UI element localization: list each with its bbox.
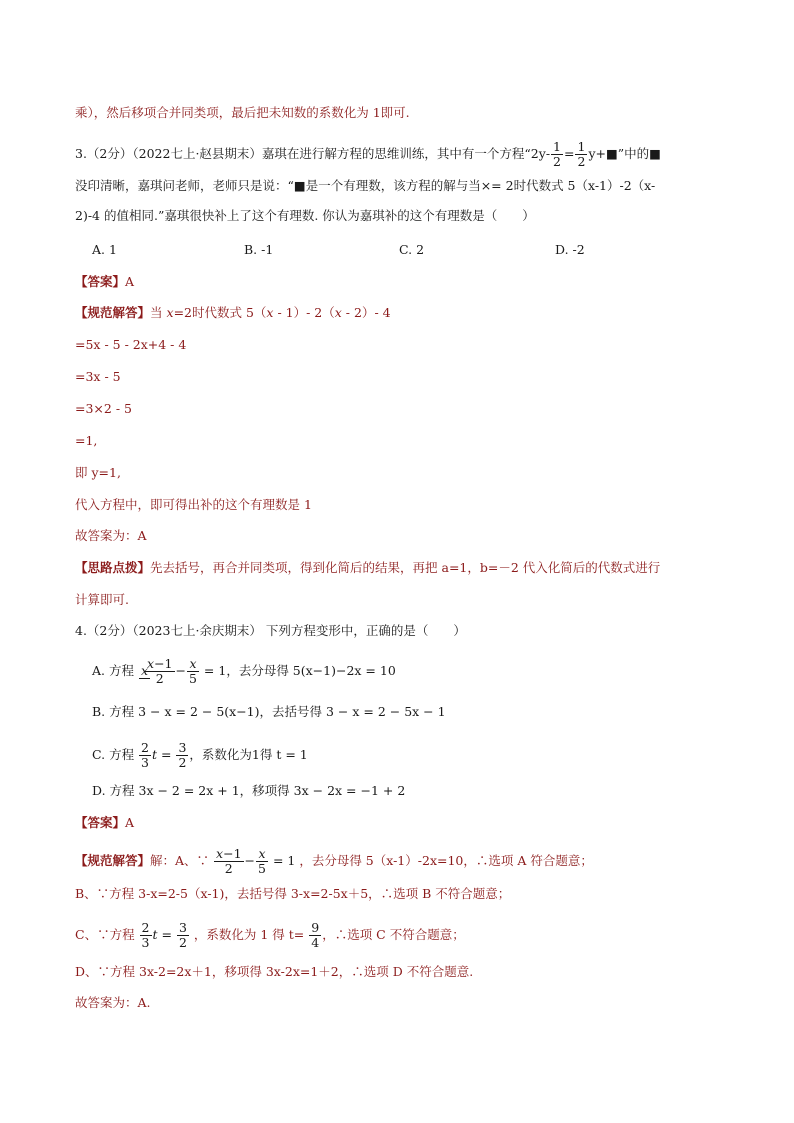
solution-tag: 【规范解答】 bbox=[75, 853, 151, 868]
q4-option-d[interactable]: D. 方程 3x − 2 = 2x + 1，移项得 3x − 2x = −1 + 2 bbox=[92, 783, 406, 798]
q3-answer-row bbox=[75, 272, 734, 292]
q4-option-c-tail: ，系数化为1得 t = 1 bbox=[189, 747, 308, 762]
q4-sol-a-tail: ，去分母得 5（x-1）-2x=10，∴选项 A 符合题意； bbox=[299, 853, 593, 868]
hint-tag: 【思路点拨】 bbox=[75, 560, 151, 575]
q3-solution-row: 【规范解答】当 x=2时代数式 5（x - 1）- 2（x - 2）- 4 bbox=[75, 305, 391, 320]
q3-step-6: 代入方程中，即可得出补的这个有理数是 1 bbox=[75, 497, 312, 512]
previous-solution-tail: 乘），然后移项合并同类项，最后把未知数的系数化为 1即可. bbox=[75, 105, 410, 120]
q3-stem-head: 3.（2分）（2022七上·赵县期末）嘉琪在进行解方程的思维训练，其中有一个方程“2y- bbox=[75, 146, 551, 161]
q4-option-a[interactable]: A. 方程 x $\frac{x-1}{2}$ − $\frac{x}{5}$ = 1，去分母得 5(x−1)−2x = 10 bbox=[92, 656, 396, 686]
q3-stem-line2: 没印清晰，嘉琪问老师，老师只是说：“■是一个有理数，该方程的解与当×= 2时代数式 5（x-1）-2（x- bbox=[75, 178, 656, 193]
q3-hint-row bbox=[75, 558, 734, 578]
q3-hint-line2: 计算即可. bbox=[75, 592, 129, 607]
q4-answer: A bbox=[125, 815, 135, 830]
q4-sol-b: B、∵方程 3-x=2-5（x-1)，去括号得 3-x=2-5x＋5，∴选项 B 不符合题意； bbox=[75, 886, 511, 901]
q3-stem-line3: 2)-4 的值相同.”嘉琪很快补上了这个有理数. 你认为嘉琪补的这个有理数是（ ） bbox=[75, 208, 535, 223]
q4-final: 故答案为：A. bbox=[75, 995, 151, 1010]
q3-step-4: =1, bbox=[75, 433, 98, 448]
answer-tag: 【答案】 bbox=[75, 815, 126, 830]
q3-final: 故答案为：A bbox=[75, 528, 147, 543]
q4-option-b[interactable]: B. 方程 3 − x = 2 − 5(x−1)，去括号得 3 − x = 2 − 5x − 1 bbox=[92, 704, 446, 719]
solution-tag: 【规范解答】 bbox=[75, 305, 151, 320]
q3-option-b[interactable]: B. -1 bbox=[244, 242, 274, 257]
q3-stem-line1: 3.（2分）（2022七上·赵县期末）嘉琪在进行解方程的思维训练，其中有一个方程“2y- $\frac{1}{2}$ = $\frac{1}{2}$ y+■”中的■ bbox=[75, 139, 661, 169]
fraction-one-half: $\frac{1}{2}$ bbox=[553, 139, 561, 169]
q4-stem: 4.（2分）（2023七上·余庆期末） 下列方程变形中，正确的是（ ） bbox=[75, 623, 466, 638]
q4-option-a-tail: ，去分母得 5(x−1)−2x = 10 bbox=[226, 663, 396, 678]
q4-sol-d: D、∵方程 3x-2=2x＋1，移项得 3x-2x=1＋2，∴选项 D 不符合题意. bbox=[75, 964, 474, 979]
q4-answer-row bbox=[75, 813, 734, 833]
q3-option-c[interactable]: C. 2 bbox=[399, 242, 425, 257]
q3-option-a[interactable]: A. 1 bbox=[92, 242, 117, 257]
q4-solution-row: 【规范解答】解：A、∵ $\frac{x-1}{2}$ − $\frac{x}{5}$ = 1 ，去分母得 5（x-1）-2x=10，∴选项 A 符合题意； bbox=[75, 846, 593, 876]
q3-step-3: =3×2 - 5 bbox=[75, 401, 132, 416]
q3-stem-mid: y+■”中的■ bbox=[588, 146, 661, 161]
fraction-one-half: $\frac{1}{2}$ bbox=[577, 139, 586, 169]
answer-tag: 【答案】 bbox=[75, 274, 126, 289]
q3-hint-text: 先去括号，再合并同类项，得到化简后的结果，再把 a=1，b=－2 代入化简后的代数式进行 bbox=[150, 560, 661, 575]
q3-answer: A bbox=[125, 274, 135, 289]
q4-sol-c: C、∵方程 $\frac{2}{3}$ t = $\frac{3}{2}$ ，系数化为 1 得 t= $\frac{9}{4}$ ，∴选项 C 不符合题意； bbox=[75, 920, 465, 950]
q3-step-5: 即 y=1, bbox=[75, 465, 121, 480]
q4-sol-c-tail: ，∴选项 C 不符合题意； bbox=[322, 927, 465, 942]
q3-step-2: =3x - 5 bbox=[75, 369, 121, 384]
q4-option-c[interactable]: C. 方程 $\frac{2}{3}$ t = $\frac{3}{2}$ ，系数化为1得 t = 1 bbox=[92, 740, 308, 770]
q3-options bbox=[92, 240, 734, 260]
q3-option-d[interactable]: D. -2 bbox=[555, 242, 585, 257]
q3-step-1: =5x - 5 - 2x+4 - 4 bbox=[75, 337, 187, 352]
